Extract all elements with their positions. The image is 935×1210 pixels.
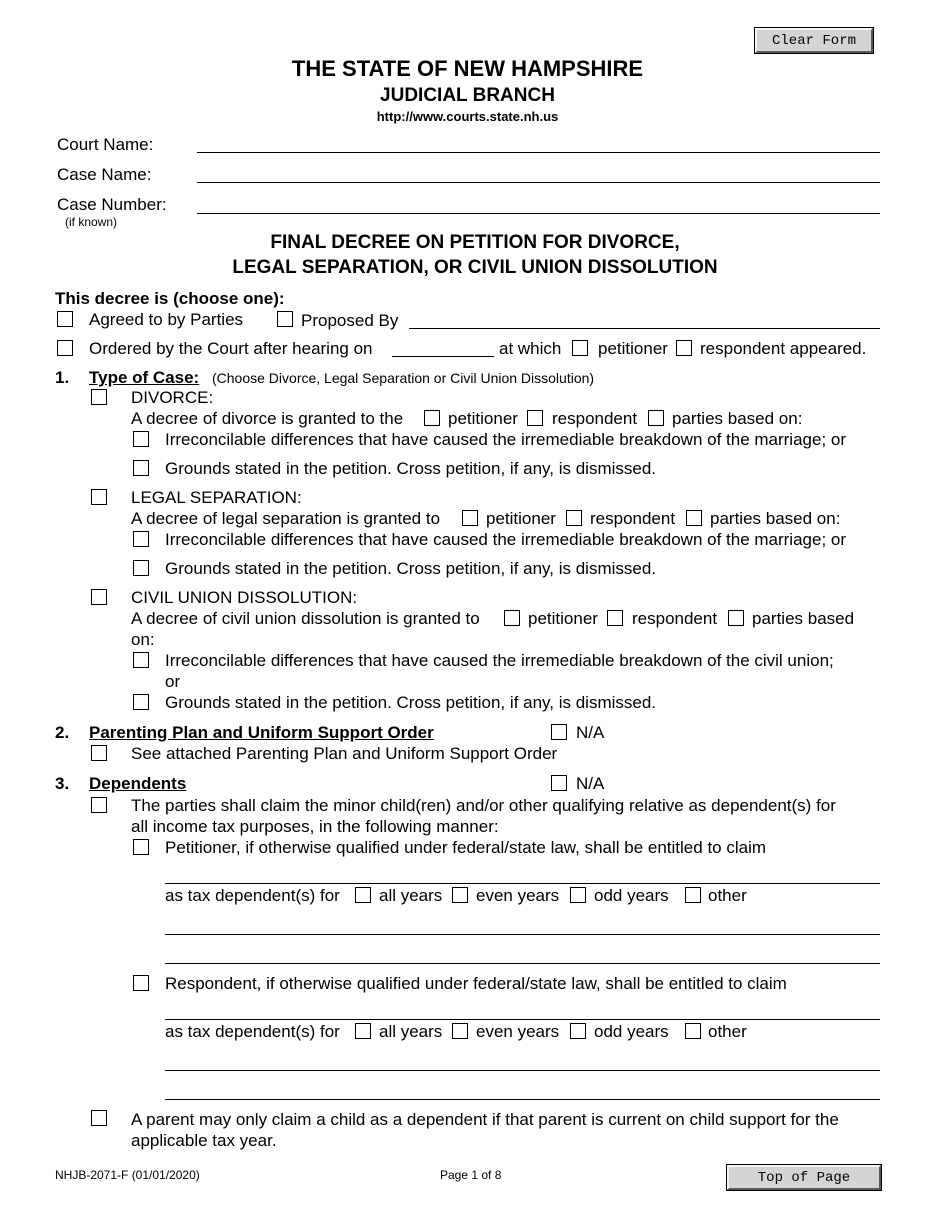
form-title-line1: FINAL DECREE ON PETITION FOR DIVORCE, bbox=[270, 232, 680, 253]
divorce-checkbox[interactable] bbox=[91, 389, 107, 405]
civil-union-checkbox[interactable] bbox=[91, 589, 107, 605]
parenting-plan-heading: Parenting Plan and Uniform Support Order bbox=[89, 723, 434, 742]
separation-grounds-checkbox[interactable] bbox=[133, 560, 149, 576]
type-of-case-heading: Type of Case: bbox=[89, 368, 200, 387]
appeared-respondent-label: respondent appeared. bbox=[700, 339, 867, 358]
appeared-petitioner-label: petitioner bbox=[598, 339, 668, 358]
respondent-other-field-2[interactable] bbox=[165, 1099, 880, 1100]
case-name-label: Case Name: bbox=[57, 165, 152, 184]
hearing-date-field[interactable] bbox=[392, 356, 494, 357]
petitioner-even-years-label: even years bbox=[476, 886, 560, 905]
petitioner-even-years-checkbox[interactable] bbox=[452, 887, 468, 903]
divorce-parties-label: parties based on: bbox=[672, 409, 803, 428]
proposed-by-label: Proposed By bbox=[301, 311, 399, 330]
parenting-na-checkbox[interactable] bbox=[551, 724, 567, 740]
civil-union-intro: A decree of civil union dissolution is granted to bbox=[131, 609, 480, 628]
divorce-grounds-label: Grounds stated in the petition. Cross petition, if any, is dismissed. bbox=[165, 459, 657, 478]
civil-union-respondent-checkbox[interactable] bbox=[607, 610, 623, 626]
respondent-all-years-label: all years bbox=[379, 1022, 443, 1041]
decree-heading: This decree is (choose one): bbox=[55, 289, 285, 308]
petitioner-all-years-checkbox[interactable] bbox=[355, 887, 371, 903]
if-known-note: (if known) bbox=[65, 215, 118, 229]
civil-union-or: or bbox=[165, 672, 181, 691]
case-name-field[interactable] bbox=[197, 182, 880, 183]
see-attached-label: See attached Parenting Plan and Uniform Support Order bbox=[131, 744, 558, 763]
divorce-irreconcilable-checkbox[interactable] bbox=[133, 431, 149, 447]
dependents-intro-line1: The parties shall claim the minor child(ren) and/or other qualifying relative as dependent(s) for bbox=[131, 796, 836, 815]
see-attached-checkbox[interactable] bbox=[91, 745, 107, 761]
proposed-by-checkbox[interactable] bbox=[277, 311, 293, 327]
petitioner-odd-years-checkbox[interactable] bbox=[570, 887, 586, 903]
divorce-intro: A decree of divorce is granted to the bbox=[131, 409, 404, 428]
branch-heading: JUDICIAL BRANCH bbox=[380, 85, 555, 106]
court-name-field[interactable] bbox=[197, 152, 880, 153]
petitioner-dependents-field[interactable] bbox=[165, 883, 880, 884]
separation-intro: A decree of legal separation is granted to bbox=[131, 509, 441, 528]
child-support-current-checkbox[interactable] bbox=[91, 1110, 107, 1126]
clear-form-button[interactable]: Clear Form bbox=[755, 28, 873, 53]
dependents-heading: Dependents bbox=[89, 774, 187, 793]
separation-parties-checkbox[interactable] bbox=[686, 510, 702, 526]
civil-union-on: on: bbox=[131, 630, 155, 649]
appeared-respondent-checkbox[interactable] bbox=[676, 340, 692, 356]
dependents-claim-checkbox[interactable] bbox=[91, 797, 107, 813]
divorce-petitioner-checkbox[interactable] bbox=[424, 410, 440, 426]
agreed-label: Agreed to by Parties bbox=[89, 310, 244, 329]
section-1-number: 1. bbox=[55, 368, 70, 387]
civil-union-respondent-label: respondent bbox=[632, 609, 718, 628]
respondent-odd-years-label: odd years bbox=[594, 1022, 669, 1041]
form-title-line2: LEGAL SEPARATION, OR CIVIL UNION DISSOLUTION bbox=[232, 257, 718, 278]
divorce-parties-checkbox[interactable] bbox=[648, 410, 664, 426]
ordered-label: Ordered by the Court after hearing on bbox=[89, 339, 373, 358]
proposed-by-field[interactable] bbox=[409, 328, 880, 329]
case-number-field[interactable] bbox=[197, 213, 880, 214]
separation-grounds-label: Grounds stated in the petition. Cross petition, if any, is dismissed. bbox=[165, 559, 657, 578]
separation-petitioner-checkbox[interactable] bbox=[462, 510, 478, 526]
section-2-number: 2. bbox=[55, 723, 70, 742]
parenting-na-label: N/A bbox=[576, 723, 605, 742]
petitioner-other-checkbox[interactable] bbox=[685, 887, 701, 903]
top-of-page-button[interactable]: Top of Page bbox=[727, 1165, 881, 1190]
dependents-intro-line2: all income tax purposes, in the following manner: bbox=[131, 817, 499, 836]
divorce-irreconcilable-label: Irreconcilable differences that have caused the irremediable breakdown of the marriage; or bbox=[165, 430, 847, 449]
civil-union-parties-label: parties based bbox=[752, 609, 855, 628]
separation-parties-label: parties based on: bbox=[710, 509, 841, 528]
dependents-na-label: N/A bbox=[576, 774, 605, 793]
respondent-other-checkbox[interactable] bbox=[685, 1023, 701, 1039]
civil-union-grounds-checkbox[interactable] bbox=[133, 694, 149, 710]
petitioner-other-field-2[interactable] bbox=[165, 963, 880, 964]
respondent-other-field-1[interactable] bbox=[165, 1070, 880, 1071]
civil-union-label: CIVIL UNION DISSOLUTION: bbox=[131, 588, 358, 607]
separation-irreconcilable-label: Irreconcilable differences that have caused the irremediable breakdown of the marriage; or bbox=[165, 530, 847, 549]
divorce-respondent-label: respondent bbox=[552, 409, 638, 428]
petitioner-other-field-1[interactable] bbox=[165, 934, 880, 935]
separation-respondent-checkbox[interactable] bbox=[566, 510, 582, 526]
form-id: NHJB-2071-F (01/01/2020) bbox=[55, 1168, 200, 1182]
respondent-odd-years-checkbox[interactable] bbox=[570, 1023, 586, 1039]
type-of-case-note: (Choose Divorce, Legal Separation or Civil Union Dissolution) bbox=[212, 370, 595, 386]
respondent-other-label: other bbox=[708, 1022, 747, 1041]
respondent-dependents-field[interactable] bbox=[165, 1019, 880, 1020]
court-url: http://www.courts.state.nh.us bbox=[376, 109, 559, 124]
civil-union-irreconcilable-checkbox[interactable] bbox=[133, 652, 149, 668]
divorce-petitioner-label: petitioner bbox=[448, 409, 518, 428]
legal-separation-label: LEGAL SEPARATION: bbox=[131, 488, 302, 507]
court-name-label: Court Name: bbox=[57, 135, 154, 154]
respondent-all-years-checkbox[interactable] bbox=[355, 1023, 371, 1039]
child-support-current-line1: A parent may only claim a child as a dependent if that parent is current on child support for the bbox=[131, 1110, 839, 1129]
section-3-number: 3. bbox=[55, 774, 70, 793]
respondent-even-years-label: even years bbox=[476, 1022, 560, 1041]
at-which-label: at which bbox=[499, 339, 562, 358]
case-number-label: Case Number: bbox=[57, 195, 167, 214]
appeared-petitioner-checkbox[interactable] bbox=[572, 340, 588, 356]
civil-union-grounds-label: Grounds stated in the petition. Cross petition, if any, is dismissed. bbox=[165, 693, 657, 712]
separation-petitioner-label: petitioner bbox=[486, 509, 556, 528]
civil-union-petitioner-checkbox[interactable] bbox=[504, 610, 520, 626]
page-number: Page 1 of 8 bbox=[440, 1168, 502, 1182]
civil-union-petitioner-label: petitioner bbox=[528, 609, 598, 628]
separation-irreconcilable-checkbox[interactable] bbox=[133, 531, 149, 547]
respondent-claim-label: Respondent, if otherwise qualified under federal/state law, shall be entitled to claim bbox=[165, 974, 787, 993]
respondent-tax-dep-label: as tax dependent(s) for bbox=[165, 1022, 340, 1041]
civil-union-irreconcilable-label: Irreconcilable differences that have caused the irremediable breakdown of the civil union; bbox=[165, 651, 834, 670]
legal-separation-checkbox[interactable] bbox=[91, 489, 107, 505]
petitioner-other-label: other bbox=[708, 886, 747, 905]
child-support-current-line2: applicable tax year. bbox=[131, 1131, 277, 1150]
agreed-checkbox[interactable] bbox=[57, 311, 73, 327]
civil-union-parties-checkbox[interactable] bbox=[728, 610, 744, 626]
petitioner-tax-dep-label: as tax dependent(s) for bbox=[165, 886, 340, 905]
divorce-grounds-checkbox[interactable] bbox=[133, 460, 149, 476]
petitioner-claim-label: Petitioner, if otherwise qualified under federal/state law, shall be entitled to claim bbox=[165, 838, 767, 857]
separation-respondent-label: respondent bbox=[590, 509, 676, 528]
state-heading: THE STATE OF NEW HAMPSHIRE bbox=[291, 56, 644, 81]
dependents-na-checkbox[interactable] bbox=[551, 775, 567, 791]
respondent-even-years-checkbox[interactable] bbox=[452, 1023, 468, 1039]
respondent-claim-checkbox[interactable] bbox=[133, 975, 149, 991]
petitioner-odd-years-label: odd years bbox=[594, 886, 669, 905]
divorce-label: DIVORCE: bbox=[131, 388, 214, 407]
divorce-respondent-checkbox[interactable] bbox=[527, 410, 543, 426]
petitioner-all-years-label: all years bbox=[379, 886, 443, 905]
ordered-checkbox[interactable] bbox=[57, 340, 73, 356]
petitioner-claim-checkbox[interactable] bbox=[133, 839, 149, 855]
